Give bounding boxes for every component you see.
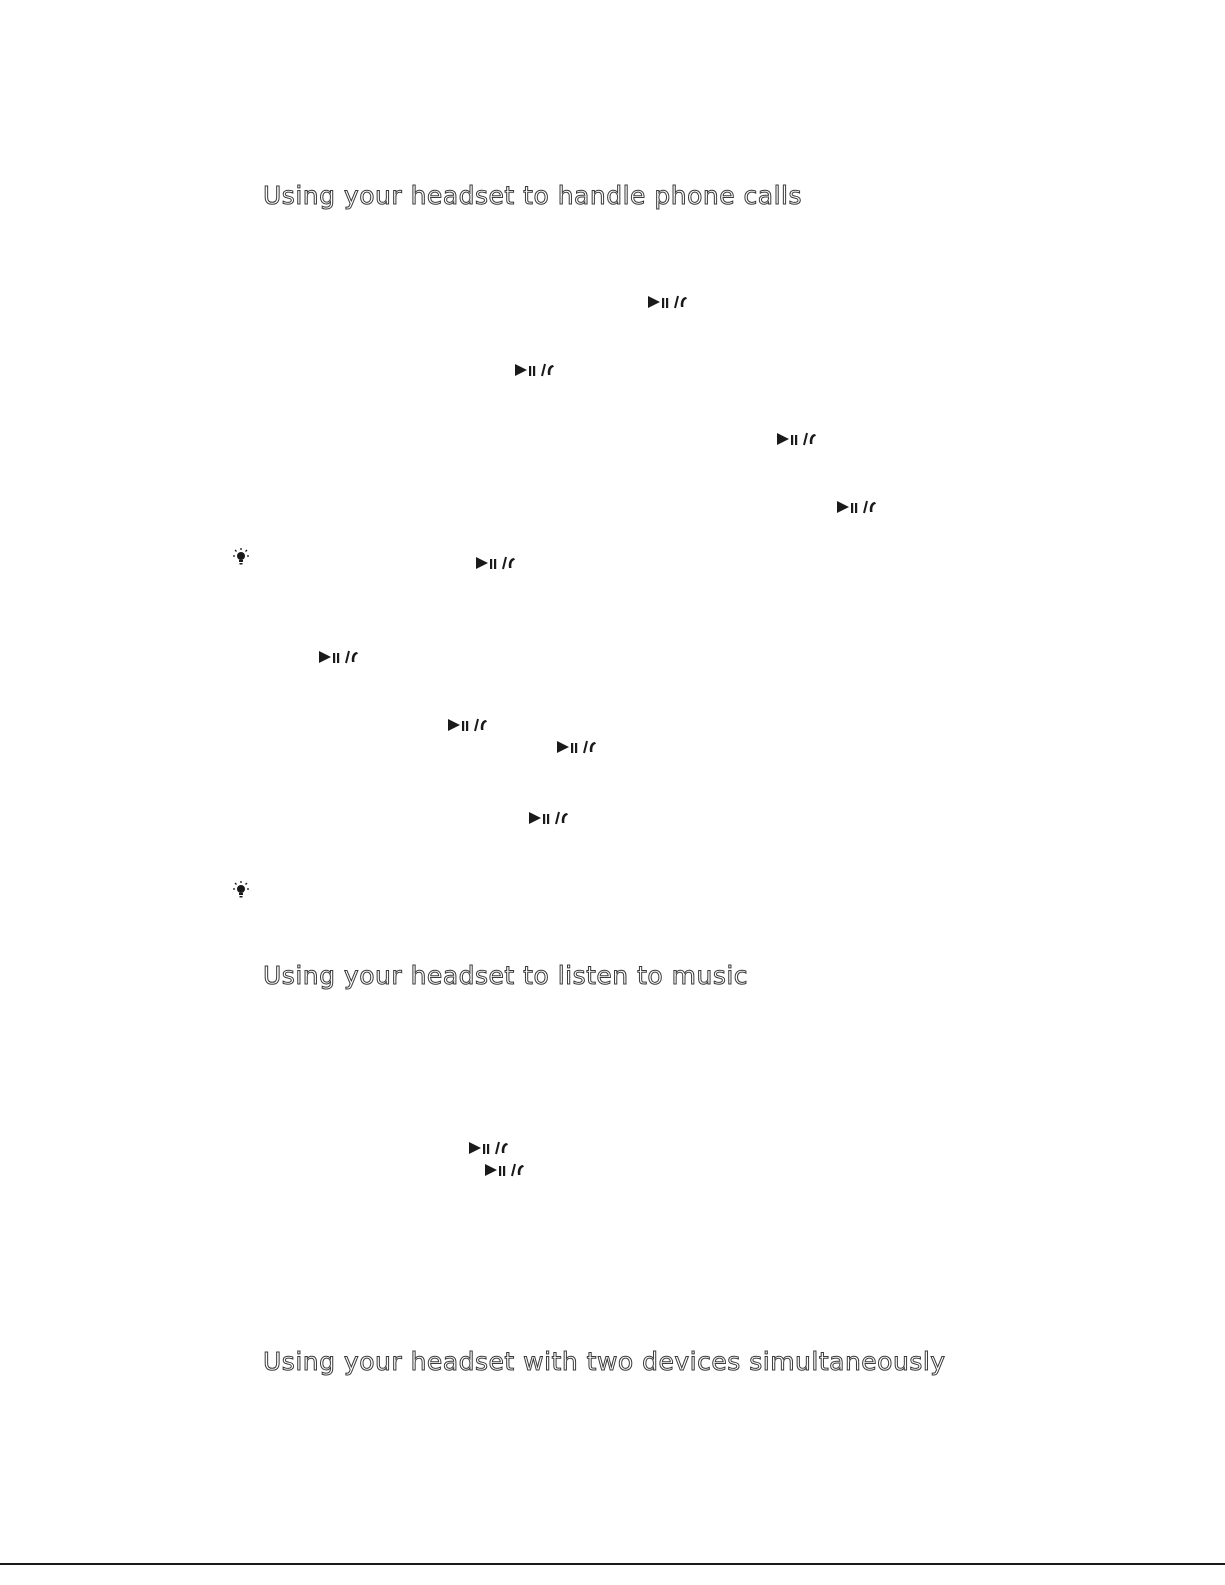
section-heading-calls: Using your headset to handle phone calls [263, 181, 803, 210]
section-heading-two-devices: Using your headset with two devices simultaneously [263, 1347, 946, 1376]
play-pause-call-button-icon [556, 739, 598, 755]
page-bottom-rule [0, 1563, 1225, 1565]
play-pause-call-button-icon [647, 294, 689, 310]
play-pause-call-button-icon [318, 649, 360, 665]
play-pause-call-button-icon [528, 810, 570, 826]
play-pause-call-button-icon [776, 431, 818, 447]
lightbulb-tip-icon [232, 548, 250, 568]
section-heading-music: Using your headset to listen to music [263, 961, 749, 990]
play-pause-call-button-icon [475, 555, 517, 571]
lightbulb-tip-icon [232, 881, 250, 901]
play-pause-call-button-icon [484, 1162, 526, 1178]
play-pause-call-button-icon [468, 1140, 510, 1156]
play-pause-call-button-icon [447, 717, 489, 733]
play-pause-call-button-icon [514, 362, 556, 378]
play-pause-call-button-icon [836, 499, 878, 515]
